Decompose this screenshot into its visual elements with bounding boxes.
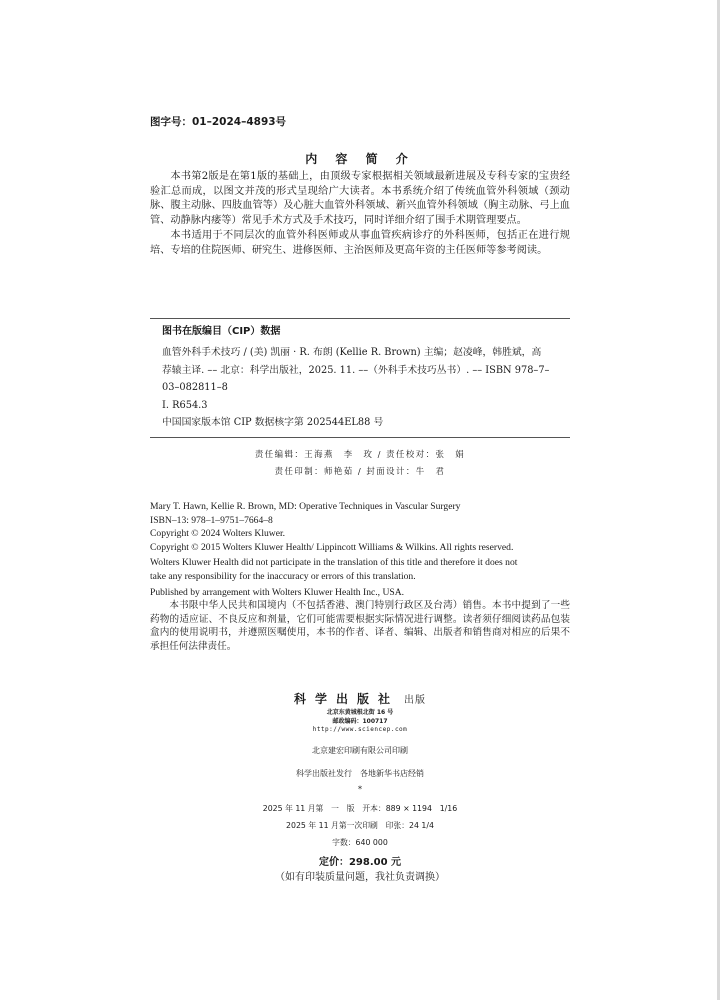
word-count: 字数：640 000	[332, 838, 388, 847]
price: 定价：298.00 元	[318, 857, 402, 868]
publisher-postcode: 邮政编码：100717	[332, 718, 388, 725]
printer: 北京建宏印刷有限公司印刷	[312, 746, 408, 755]
cip-line-1: 血管外科手术技巧 / (美) 凯丽 · R. 布朗 (Kellie R. Brown) 主编；赵凌峰，韩胜斌，高	[162, 347, 542, 358]
edition-info: 2025 年 11 月第 一 版 开本：889 × 1194 1/16	[262, 804, 458, 813]
publisher-name: 科学出版社	[293, 692, 399, 706]
summary-title: 内 容 简 介	[305, 152, 415, 166]
cip-line-2: 荐辕主译. –– 北京：科学出版社，2025. 11. ––（外科手术技巧丛书）. –– ISBN 978–7–	[162, 364, 550, 376]
cip-verification-number: 中国国家版本馆 CIP 数据核字第 202544EL88 号	[162, 417, 384, 428]
quality-notice: （如有印装质量问题，我社负责调换）	[275, 872, 445, 883]
summary-body	[150, 170, 570, 258]
original-title: Mary T. Hawn, Kellie R. Brown, MD: Operative Techniques in Vascular Surgery	[150, 501, 461, 512]
printing-info: 2025 年 11 月第一次印刷 印张：24 1/4	[286, 821, 434, 830]
responsible-editors	[150, 446, 570, 480]
publisher-address: 北京东黄城根北街 16 号	[326, 709, 394, 716]
separator-star: *	[358, 785, 362, 794]
publisher-suffix: 出版	[404, 695, 427, 706]
copyright-2024: Copyright © 2024 Wolters Kluwer.	[150, 528, 286, 540]
publisher-url: http://www.sciencep.com	[312, 726, 408, 733]
cip-classification: Ⅰ. R654.3	[162, 399, 208, 411]
editors-line-1: 责任编辑：王海燕 李 玫 / 责任校对：张 娟	[254, 449, 466, 459]
editors-line-2: 责任印制：师艳茹 / 封面设计：牛 君	[274, 466, 446, 476]
cip-top-rule	[150, 318, 570, 319]
sales-restriction-text: 本书限中华人民共和国境内（不包括香港、澳门特别行政区及台湾）销售。本书中提到了一些药物的适应证、不良反应和剂量，它们可能需要根据实际情况进行调整。读者须仔细阅读药品包装盒内的使用说明书，并遵照医嘱使用，本书的作者、译者、编辑、出版者和销售商对相应的后果不承担任何法律责任。	[150, 600, 570, 652]
disclaimer-line-2: take any responsibility for the inaccuracy or errors of this translation.	[150, 570, 416, 582]
copyright-block	[150, 500, 570, 654]
cip-header: 图书在版编目（CIP）数据	[162, 326, 281, 337]
copyright-2015: Copyright © 2015 Wolters Kluwer Health/ Lippincott Williams & Wilkins. All rights reserved.	[150, 541, 514, 553]
summary-paragraph-1: 本书第2版是在第1版的基础上，由顶级专家根据相关领域最新进展及专科专家的宝贵经验汇总而成，以图文并茂的形式呈现给广大读者。本书系统介绍了传统血管外科领域（颈动脉、腹主动脉、四肢血管等）及心脏大血管外科领域、新兴血管外科领域（胸主动脉、弓上血管、动静脉内瘘等）常见手术方式及手术技巧，同时详细介绍了围手术期管理要点。	[150, 171, 570, 227]
cip-line-3: 03–082811–8	[162, 382, 228, 393]
summary-paragraph-2: 本书适用于不同层次的血管外科医师或从事血管疾病诊疗的外科医师，包括正在进行规培、专培的住院医师、研究生、进修医师、主治医师及更高年资的主任医师等参考阅读。	[150, 229, 570, 256]
cip-registration-number: 图字号：01–2024–4893号	[150, 116, 287, 128]
cip-record	[162, 344, 562, 432]
distribution: 科学出版社发行 各地新华书店经销	[296, 769, 424, 778]
original-isbn: ISBN–13: 978–1–9751–7664–8	[150, 514, 273, 526]
publisher-line	[150, 688, 570, 707]
cip-bottom-rule	[150, 437, 570, 438]
disclaimer-line-1: Wolters Kluwer Health did not participate in the translation of this title and therefore it does not	[150, 557, 518, 569]
arrangement-line: Published by arrangement with Wolters Kluwer Health Inc., USA.	[150, 586, 405, 598]
sales-restriction-notice	[150, 599, 570, 653]
